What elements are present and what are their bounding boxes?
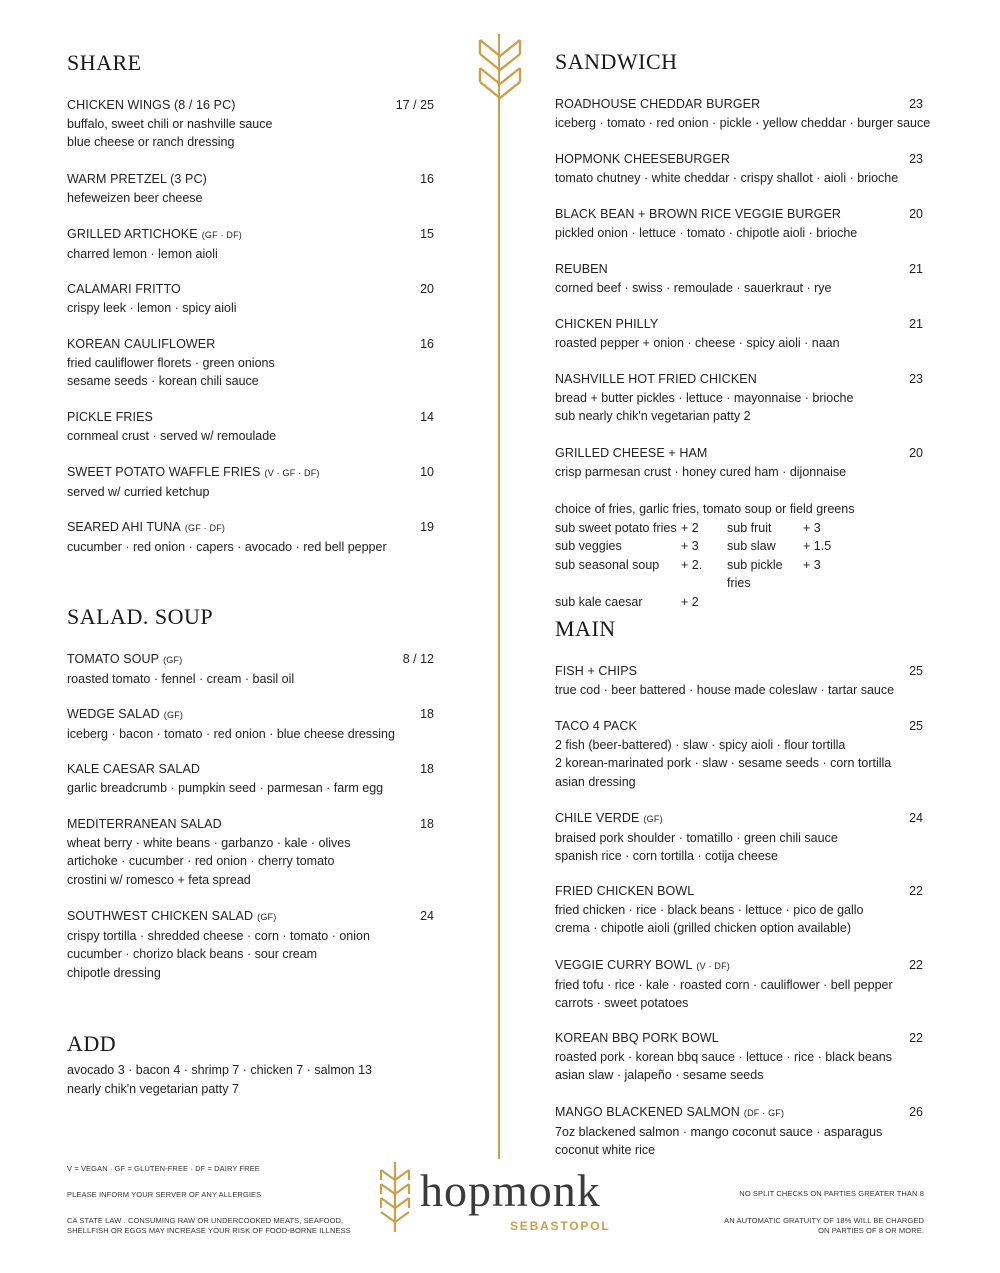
item-description: hefeweizen beer cheese <box>67 190 203 205</box>
sub-option <box>555 593 727 612</box>
menu-item <box>67 280 437 317</box>
sides-choices <box>555 500 927 611</box>
item-name: VEGGIE CURRY BOWL <box>555 958 693 972</box>
item-price: 20 <box>420 282 434 296</box>
menu-item <box>555 95 931 132</box>
menu-item <box>555 717 927 791</box>
item-price: 19 <box>420 520 434 534</box>
item-name-line <box>67 408 437 427</box>
item-name: TOMATO SOUP <box>67 652 160 666</box>
item-name: MANGO BLACKENED SALMON <box>555 1105 740 1119</box>
item-name: NASHVILLE HOT FRIED CHICKEN <box>555 372 757 386</box>
sub-option-price: + 2. <box>681 557 703 572</box>
item-description: buffalo, sweet chili or nashville sauce <box>67 116 273 131</box>
item-description: coconut white rice <box>555 1143 656 1157</box>
add-title: ADD <box>67 1031 117 1056</box>
item-description: 2 fish (beer-battered) · slaw · spicy aioli · flour tortilla <box>555 737 846 752</box>
item-description: served w/ curried ketchup <box>67 484 210 499</box>
item-price: 15 <box>420 227 434 241</box>
item-description: tomato chutney · white cheddar · crispy shallot · aioli · brioche <box>555 170 899 185</box>
item-name-line <box>555 717 927 736</box>
item-price: 25 <box>909 664 923 678</box>
item-name-line <box>67 335 437 354</box>
state-law-note <box>67 1216 351 1236</box>
menu-item <box>67 335 437 391</box>
item-description: fried tofu · rice · kale · roasted corn · cauliflower · bell pepper <box>555 977 893 992</box>
item-description: iceberg · bacon · tomato · red onion · blue cheese dressing <box>67 726 395 741</box>
item-name-line <box>555 95 927 114</box>
menu-item <box>67 815 437 889</box>
item-name: CHICKEN PHILLY <box>555 317 659 331</box>
menu-item <box>555 205 927 242</box>
gratuity-line: AN AUTOMATIC GRATUITY OF 18% WILL BE CHARGED <box>724 1216 924 1225</box>
menu-item <box>67 225 437 263</box>
gratuity-note <box>724 1216 924 1236</box>
item-price: 26 <box>909 1105 923 1119</box>
item-name: TACO 4 PACK <box>555 719 637 733</box>
item-description: wheat berry · white beans · garbanzo · kale · olives <box>67 835 351 850</box>
item-name: CHILE VERDE <box>555 811 640 825</box>
item-description: fried cauliflower florets · green onions <box>67 355 275 370</box>
item-name: MEDITERRANEAN SALAD <box>67 817 222 831</box>
item-description: spanish rice · corn tortilla · cotija cheese <box>555 849 779 863</box>
sub-option-price: + 2 <box>681 520 699 535</box>
item-name-line <box>67 518 437 538</box>
menu-item <box>555 370 927 426</box>
item-name: KOREAN CAULIFLOWER <box>67 337 216 351</box>
item-price: 24 <box>420 909 434 923</box>
item-name-line <box>555 150 927 169</box>
item-name: FRIED CHICKEN BOWL <box>555 884 695 898</box>
item-price: 17 / 25 <box>395 98 434 112</box>
menu-item <box>555 809 927 866</box>
menu-item <box>67 518 437 556</box>
item-price: 23 <box>909 372 923 386</box>
menu-item <box>555 260 927 297</box>
menu-item <box>67 170 437 207</box>
item-name: SEARED AHI TUNA <box>67 520 181 534</box>
item-description: braised pork shoulder · tomatillo · green chili sauce <box>555 830 838 845</box>
gratuity-line: ON PARTIES OF 8 OR MORE. <box>818 1226 924 1235</box>
item-description: artichoke · cucumber · red onion · cherry tomato <box>67 854 335 868</box>
diet-tag: (V · DF) <box>696 961 730 971</box>
menu-item <box>67 650 437 688</box>
item-description: crisp parmesan crust · honey cured ham · dijonnaise <box>555 464 847 479</box>
share-title: SHARE <box>67 50 142 75</box>
item-description: crema · chipotle aioli (grilled chicken option available) <box>555 921 851 935</box>
item-name: GRILLED ARTICHOKE <box>67 227 198 241</box>
item-name-line <box>555 809 927 829</box>
item-description: sub nearly chik'n vegetarian patty 2 <box>555 409 751 423</box>
item-name: SWEET POTATO WAFFLE FRIES <box>67 465 261 479</box>
sub-option <box>727 519 927 538</box>
item-price: 20 <box>909 207 923 221</box>
diet-tag: (V · GF · DF) <box>264 468 320 478</box>
item-description: sesame seeds · korean chili sauce <box>67 374 259 388</box>
item-name: PICKLE FRIES <box>67 410 153 424</box>
item-price: 22 <box>909 884 923 898</box>
add-line: nearly chik'n vegetarian patty 7 <box>67 1082 239 1096</box>
item-name-line <box>67 760 437 779</box>
item-name-line <box>67 463 437 483</box>
item-description: cucumber · chorizo black beans · sour cream <box>67 947 318 961</box>
item-description: asian dressing <box>555 774 636 789</box>
split-check-note: NO SPLIT CHECKS ON PARTIES GREATER THAN 8 <box>739 1189 924 1198</box>
item-name: CALAMARI FRITTO <box>67 282 181 296</box>
sandwich-title: SANDWICH <box>555 49 678 74</box>
item-name-line <box>67 815 437 834</box>
item-name-line <box>555 1029 927 1048</box>
item-name-line <box>555 956 927 976</box>
menu-item <box>67 907 437 982</box>
item-price: 18 <box>420 707 434 721</box>
add-list <box>67 1061 372 1099</box>
item-name-line <box>555 260 927 279</box>
menu-item <box>555 882 927 938</box>
sub-option <box>727 556 927 593</box>
item-description: roasted pork · korean bbq sauce · lettuce · rice · black beans <box>555 1049 892 1064</box>
item-name-line <box>67 650 437 670</box>
menu-item <box>555 1029 927 1085</box>
item-name: REUBEN <box>555 262 608 276</box>
menu-item <box>67 760 437 797</box>
item-name: HOPMONK CHEESEBURGER <box>555 152 730 166</box>
sub-option-name: sub veggies <box>555 539 622 553</box>
diet-tag: (GF · DF) <box>184 523 226 533</box>
item-name: WEDGE SALAD <box>67 707 160 721</box>
diet-tag: (DF · GF) <box>743 1108 785 1118</box>
item-name-line <box>555 205 927 224</box>
diet-tag: (GF · DF) <box>201 230 242 240</box>
item-name: KALE CAESAR SALAD <box>67 762 201 776</box>
item-name: ROADHOUSE CHEDDAR BURGER <box>555 97 761 111</box>
item-price: 16 <box>420 337 434 351</box>
item-price: 22 <box>909 1031 923 1045</box>
wheat-ornament-icon <box>476 30 524 114</box>
sub-option-name: sub sweet potato fries <box>555 520 677 535</box>
item-description: true cod · beer battered · house made coleslaw · tartar sauce <box>555 682 895 697</box>
item-description: cucumber · red onion · capers · avocado · red bell pepper <box>67 539 387 554</box>
item-description: roasted pepper + onion · cheese · spicy aioli · naan <box>555 335 840 350</box>
item-name-line <box>67 705 437 725</box>
sub-option-price: + 3 <box>681 539 699 553</box>
item-price: 18 <box>420 817 434 831</box>
item-description: fried chicken · rice · black beans · lettuce · pico de gallo <box>555 902 864 917</box>
item-name: BLACK BEAN + BROWN RICE VEGGIE BURGER <box>555 207 842 221</box>
item-name-line <box>555 1103 927 1123</box>
item-price: 24 <box>909 811 923 825</box>
item-description: iceberg · tomato · red onion · pickle · yellow cheddar · burger sauce <box>555 115 931 130</box>
diet-tag: (GF) <box>163 655 183 665</box>
menu-item <box>555 956 927 1013</box>
sub-option-name: sub pickle fries <box>727 557 783 590</box>
item-name: KOREAN BBQ PORK BOWL <box>555 1031 719 1045</box>
state-law-line: CA STATE LAW . CONSUMING RAW OR UNDERCOOKED MEATS, SEAFOOD, <box>67 1216 344 1225</box>
item-description: bread + butter pickles · lettuce · mayonnaise · brioche <box>555 390 854 405</box>
sub-option-price: + 3 <box>803 557 821 572</box>
hop-wheat-logo-icon <box>378 1158 412 1234</box>
item-price: 21 <box>909 262 923 276</box>
item-description: crispy tortilla · shredded cheese · corn · tomato · onion <box>67 928 370 943</box>
item-description: crispy leek · lemon · spicy aioli <box>67 300 237 315</box>
item-name-line <box>67 96 437 115</box>
item-description: garlic breadcrumb · pumpkin seed · parmesan · farm egg <box>67 780 384 795</box>
add-line: avocado 3 · bacon 4 · shrimp 7 · chicken 7 · salmon 13 <box>67 1063 373 1077</box>
sub-option-name: sub kale caesar <box>555 594 643 609</box>
sub-option-name: sub seasonal soup <box>555 557 660 572</box>
sub-option <box>555 537 727 556</box>
gold-divider-line <box>498 34 500 1159</box>
item-name: SOUTHWEST CHICKEN SALAD <box>67 909 254 923</box>
item-description: 7oz blackened salmon · mango coconut sauce · asparagus <box>555 1124 883 1139</box>
item-name-line <box>67 225 437 245</box>
item-price: 8 / 12 <box>402 652 434 666</box>
sub-option-price: + 3 <box>803 520 821 535</box>
item-name-line <box>555 662 927 681</box>
diet-tag: (GF) <box>643 814 663 824</box>
item-name-line <box>67 907 437 927</box>
item-description: carrots · sweet potatoes <box>555 996 689 1010</box>
item-name-line <box>555 444 927 463</box>
brand-logo-text: hopmonk <box>420 1165 601 1216</box>
sub-options <box>555 519 927 612</box>
menu-item <box>67 705 437 743</box>
diet-legend: V = VEGAN · GF = GLUTEN-FREE · DF = DAIRY FREE <box>67 1164 260 1173</box>
item-description: corned beef · swiss · remoulade · sauerkraut · rye <box>555 280 832 295</box>
item-name-line <box>555 882 927 901</box>
state-law-line: SHELLFISH OR EGGS MAY INCREASE YOUR RISK OF FOOD-BORNE ILLNESS <box>67 1226 351 1235</box>
sub-option <box>555 556 727 593</box>
menu-item <box>555 662 927 699</box>
item-name: GRILLED CHEESE + HAM <box>555 446 708 460</box>
sub-option-price: + 2 <box>681 594 699 609</box>
item-name-line <box>67 170 437 189</box>
sub-option-name: sub fruit <box>727 520 772 535</box>
menu-item <box>555 150 927 187</box>
item-name-line <box>67 280 437 299</box>
item-price: 14 <box>420 410 434 424</box>
item-price: 21 <box>909 317 923 331</box>
item-price: 25 <box>909 719 923 733</box>
sub-option <box>555 519 727 538</box>
sub-option-price: + 1.5 <box>803 539 832 553</box>
item-description: chipotle dressing <box>67 965 161 980</box>
allergy-note: PLEASE INFORM YOUR SERVER OF ANY ALLERGIES <box>67 1190 262 1199</box>
menu-item <box>555 315 927 352</box>
sub-option-name: sub slaw <box>727 539 776 553</box>
item-price: 23 <box>909 97 923 111</box>
menu-item <box>67 96 437 152</box>
item-price: 20 <box>909 446 923 460</box>
item-price: 16 <box>420 172 434 186</box>
item-price: 18 <box>420 762 434 776</box>
item-price: 23 <box>909 152 923 166</box>
item-description: crostini w/ romesco + feta spread <box>67 872 251 887</box>
item-description: cornmeal crust · served w/ remoulade <box>67 428 277 443</box>
item-price: 10 <box>420 465 434 479</box>
item-name-line <box>555 315 927 334</box>
item-description: blue cheese or ranch dressing <box>67 135 235 149</box>
brand-location: SEBASTOPOL <box>510 1219 611 1233</box>
menu-item <box>555 1103 927 1160</box>
item-description: charred lemon · lemon aioli <box>67 246 218 261</box>
item-description: asian slaw · jalapeño · sesame seeds <box>555 1068 764 1082</box>
item-name: FISH + CHIPS <box>555 664 638 678</box>
item-description: pickled onion · lettuce · tomato · chipotle aioli · brioche <box>555 225 858 240</box>
choice-line: choice of fries, garlic fries, tomato soup or field greens <box>555 502 855 516</box>
diet-tag: (GF) <box>163 710 184 720</box>
item-name: CHICKEN WINGS (8 / 16 PC) <box>67 98 236 112</box>
item-description: roasted tomato · fennel · cream · basil oil <box>67 671 295 686</box>
menu-item <box>67 463 437 501</box>
item-price: 22 <box>909 958 923 972</box>
salad-title: SALAD. SOUP <box>67 604 214 629</box>
item-name-line <box>555 370 927 389</box>
menu-item <box>67 408 437 445</box>
sub-option <box>727 537 927 556</box>
diet-tag: (GF) <box>257 912 277 922</box>
menu-item <box>555 444 927 481</box>
item-description: 2 korean-marinated pork · slaw · sesame seeds · corn tortilla <box>555 756 892 770</box>
main-title: MAIN <box>555 616 616 641</box>
item-name: WARM PRETZEL (3 PC) <box>67 172 207 186</box>
